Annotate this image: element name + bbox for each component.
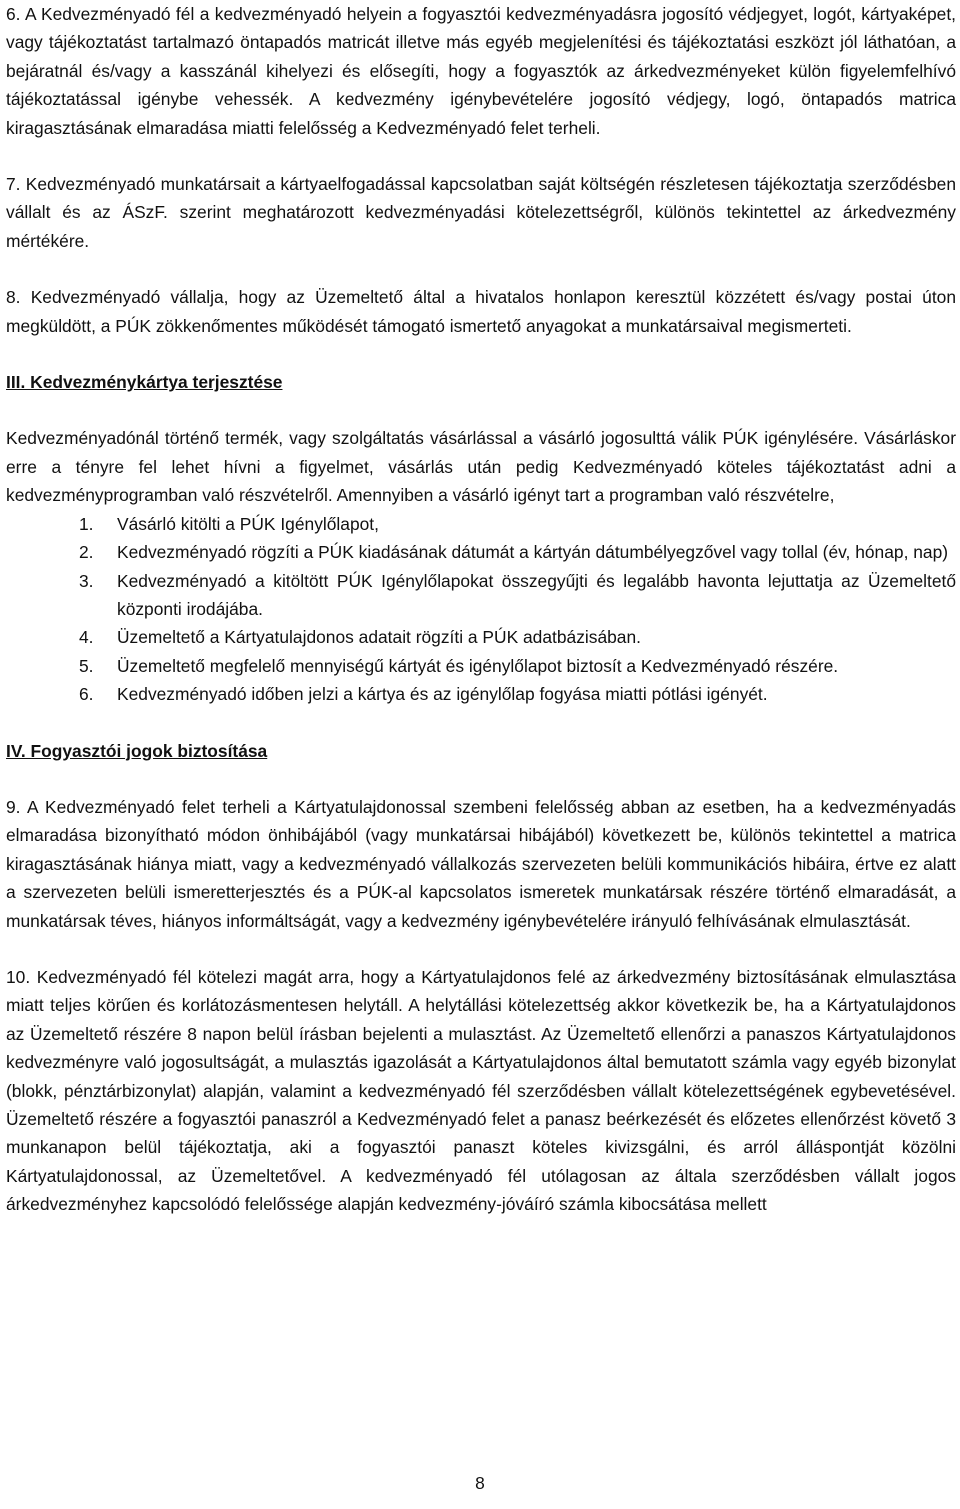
list-item-number: 1. <box>79 513 94 534</box>
paragraph-6 <box>6 0 956 142</box>
list-item-text: Kedvezményadó a kitöltött PÚK Igénylőlapokat összegyűjti és legalább havonta lejuttatja az Üzemeltető központi irodájába. <box>117 570 956 619</box>
spacer <box>6 142 956 170</box>
paragraph-10: 10. Kedvezményadó fél kötelezi magát arra, hogy a Kártyatulajdonos felé az árkedvezmény biztosításának elmulasztása miatt teljes körűen és korlátozásmentesen helytáll. A helytállási kötelezettség akkor következik be, ha a Kártyatulajdonos az Üzemeltető részére 8 napon belül írásban bejelenti a mulasztást. Az Üzemeltető ellenőrzi a panaszos Kártyatulajdonos kedvezményre való jogosultságát, a mulasztás igazolását a Kártyatulajdonos által bemutatott számla vagy egyéb bizonylat (blokk, pénztárbizonylat) alapján, valamint a kedvezményadó fél szerződésben vállalt kötelezettségének egybevetésével. Üzemeltető részére a fogyasztói panaszról a Kedvezményadó felet a panasz beérkezését és előzetes ellenőrzést követő 3 munkanapon belül tájékoztatja, aki a fogyasztói panaszt köteles kivizsgálni, és arról álláspontját közölni Kártyatulajdonossal, az Üzemeltetővel. A kedvezményadó fél utólagosan az általa szerződésben vállalt jogos árkedvezményhez kapcsolódó felelőssége alapján kedvezmény-jóváíró számla kibocsátása mellett <box>6 966 956 1215</box>
list-item-number: 3. <box>79 570 94 591</box>
paragraph-6-part-1: 6. A Kedvezményadó fél a kedvezményadó helyein a fogyasztói kedvezményadásra jogosító védjegyet, logót, kártyaképet, vagy tájékoztatást tartalmazó öntapadós matricát illetve más egyéb megjelenítési és tájékoztatási eszközt jól láthatóan, a bejáratnál és/vagy a kasszánál kihelyezi és elősegíti, hogy a fogyasztók az árkedvezményeket külön figyelemfelhívó tájékoztatással igénybe vehessék. <box>6 4 956 110</box>
spacer <box>6 255 956 283</box>
list-item-number: 5. <box>79 655 94 676</box>
paragraph-7: 7. Kedvezményadó munkatársait a kártyaelfogadással kapcsolatban saját költségén részletesen tájékoztatja szerződésben vállalt és az ÁSzF. szerint meghatározott kedvezményadási kötelezettségről, különös tekintettel az árkedvezmény mértékére. <box>6 174 956 251</box>
paragraph-8: 8. Kedvezményadó vállalja, hogy az Üzemeltető által a hivatalos honlapon keresztül közzétett és/vagy postai úton megküldött, a PÚK zökkenőmentes működését támogató ismertető anyagokat a munkatársaival megismerteti. <box>6 287 956 336</box>
list-item-text: Kedvezményadó rögzíti a PÚK kiadásának dátumát a kártyán dátumbélyegzővel vagy tollal (év, hónap, nap) <box>117 542 949 563</box>
list-item-text: Üzemeltető megfelelő mennyiségű kártyát és igénylőlapot biztosít a Kedvezményadó részére. <box>117 655 839 676</box>
section-iii-intro: Kedvezményadónál történő termék, vagy szolgáltatás vásárlással a vásárló jogosulttá válik PÚK igénylésére. Vásárláskor erre a tényre fel lehet hívni a figyelmet, vásárlás után pedig Kedvezményadó köteles tájékoztatást adni a kedvezményprogramban való részvételről. Amennyiben a vásárló igényt tart a programban való részvételre, <box>6 428 956 506</box>
document-page <box>6 0 956 1219</box>
paragraph-9: 9. A Kedvezményadó felet terheli a Kártyatulajdonossal szembeni felelősség abban az esetben, ha a kedvezményadás elmaradása bizonyítható módon önhibájából (vagy munkatársai hibájából) következett be, különös tekintettel a matrica kiragasztásának hiánya miatt, vagy a kedvezményadó vállalkozás szervezeten belüli kommunikációs hibáira, értve ez alatt a szervezeten belüli ismeretterjesztés és a PÚK-al kapcsolatos ismeretek munkatársak részére történő elmaradását, a munkatársak téves, hiányos informáltságát, vagy a kedvezmény igénybevételére irányuló felhívásának elmulasztását. <box>6 796 956 931</box>
section-heading-iv: IV. Fogyasztói jogok biztosítása <box>6 740 268 761</box>
list-item-number: 6. <box>79 684 94 705</box>
list-item-number: 2. <box>79 542 94 563</box>
spacer <box>6 340 956 368</box>
list-item <box>6 538 956 566</box>
page-number: 8 <box>475 1473 485 1493</box>
list-item <box>6 680 956 708</box>
list-item <box>6 510 956 538</box>
list-item <box>6 652 956 680</box>
list-item-number: 4. <box>79 627 94 648</box>
section-heading-iii: III. Kedvezménykártya terjesztése <box>6 372 283 393</box>
paragraph-6-part-2: A kedvezmény igénybevételére jogosító védjegy, logó, öntapadós matrica kiragasztásának elmaradása miatti felelősség a Kedvezményadó felet terheli. <box>6 89 956 138</box>
list-item-text: Vásárló kitölti a PÚK Igénylőlapot, <box>117 513 379 534</box>
procedure-list <box>6 510 956 709</box>
spacer <box>6 935 956 963</box>
list-item-text: Üzemeltető a Kártyatulajdonos adatait rögzíti a PÚK adatbázisában. <box>117 627 641 648</box>
list-item <box>6 567 956 624</box>
spacer <box>6 396 956 424</box>
spacer <box>6 765 956 793</box>
spacer <box>6 709 956 737</box>
list-item <box>6 623 956 651</box>
list-item-text: Kedvezményadó időben jelzi a kártya és az igénylőlap fogyása miatti pótlási igényét. <box>117 684 768 705</box>
